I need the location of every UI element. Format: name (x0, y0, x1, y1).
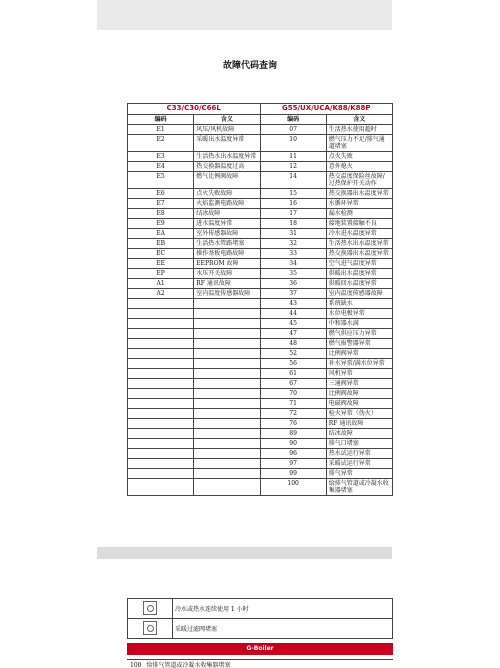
cell-meaning-left: 室外传感器故障 (194, 229, 260, 239)
fault-code-table (127, 103, 393, 496)
table-row (128, 279, 393, 289)
table-row (128, 379, 393, 389)
cell-meaning-right: 热水试运行异常 (326, 449, 392, 459)
cell-meaning-left: 风压/风机故障 (194, 125, 260, 135)
table-row (128, 309, 393, 319)
model-header-right: G55/UX/UCA/K88/K88P (260, 104, 393, 115)
faucet-icon (143, 601, 157, 615)
cell-code-right: 36 (260, 279, 326, 289)
row-icon-cell (128, 599, 173, 619)
viewer-top-bar (97, 0, 392, 30)
cell-code-right: 18 (260, 219, 326, 229)
cell-code-left (128, 339, 194, 349)
cell-code-right: 33 (260, 249, 326, 259)
table-row (128, 449, 393, 459)
cell-meaning-left (194, 309, 260, 319)
cell-code-left: EA (128, 229, 194, 239)
cell-meaning-left (194, 359, 260, 369)
cell-code-right: 61 (260, 369, 326, 379)
table-row (128, 289, 393, 299)
cell-code-left: E3 (128, 152, 194, 162)
cell-code-right: 99 (260, 469, 326, 479)
cell-meaning-right: 排气口堵塞 (326, 439, 392, 449)
table-row (128, 259, 393, 269)
cell-meaning-right: 意外熄火 (326, 162, 392, 172)
table-row (128, 209, 393, 219)
cell-meaning-right: 热交换器出水温度异常 (326, 249, 392, 259)
cell-meaning-right: 供暖回水温度异常 (326, 279, 392, 289)
cell-code-left (128, 419, 194, 429)
table-row (128, 389, 393, 399)
cell-code-left (128, 349, 194, 359)
cell-meaning-right: 燃气压力不足/排气通道堵塞 (326, 135, 392, 152)
row-icon-cell (128, 619, 173, 639)
cell-code-left (128, 299, 194, 309)
cell-code-left: E5 (128, 172, 194, 189)
cell-code-right: 76 (260, 419, 326, 429)
table-row (128, 439, 393, 449)
table-row (128, 399, 393, 409)
cell-meaning-right: 风机异常 (326, 369, 392, 379)
cell-code-right: 15 (260, 189, 326, 199)
table-row (128, 459, 393, 469)
cell-code-left (128, 329, 194, 339)
cell-meaning-left: 水压开关故障 (194, 269, 260, 279)
cell-code-right: 37 (260, 289, 326, 299)
table-row (128, 172, 393, 189)
page-title: 故障代码查询 (222, 61, 277, 71)
cell-code-right: 45 (260, 319, 326, 329)
cell-meaning-right: 室内温度传感器故障 (326, 289, 392, 299)
cell-meaning-left (194, 459, 260, 469)
cell-code-left: EC (128, 249, 194, 259)
table-row (128, 359, 393, 369)
cell-meaning-right: 燃气报警器异常 (326, 339, 392, 349)
cell-meaning-right: 比例阀异常 (326, 349, 392, 359)
cell-code-right: 71 (260, 399, 326, 409)
cell-meaning-right: 燃气供应压力异常 (326, 329, 392, 339)
cell-meaning-left: RF 通讯故障 (194, 279, 260, 289)
cell-code-right: 97 (260, 459, 326, 469)
cell-code-left (128, 369, 194, 379)
cell-code-right: 16 (260, 199, 326, 209)
table-row (128, 469, 393, 479)
cell-code-right: 11 (260, 152, 326, 162)
cell-meaning-right: 采暖试运行异常 (326, 459, 392, 469)
filter-icon (143, 621, 157, 635)
cell-meaning-left: 进水温度异常 (194, 219, 260, 229)
cell-meaning-right: 接地装置接触不良 (326, 219, 392, 229)
table-row (128, 329, 393, 339)
cell-meaning-left: 结冰故障 (194, 209, 260, 219)
cell-meaning-left (194, 409, 260, 419)
cell-code-left (128, 309, 194, 319)
cell-code-left (128, 439, 194, 449)
cell-meaning-right: 冷水进水温度异常 (326, 229, 392, 239)
table-row (128, 299, 393, 309)
usage-table (127, 598, 393, 639)
cell-code-left (128, 389, 194, 399)
table-row (128, 152, 393, 162)
cell-code-right: 35 (260, 269, 326, 279)
cell-code-left: E2 (128, 135, 194, 152)
cell-meaning-left: 操作基板电路故障 (194, 249, 260, 259)
table-row (128, 249, 393, 259)
cell-code-left (128, 469, 194, 479)
cell-code-right: 47 (260, 329, 326, 339)
cell-meaning-right: 补水异常/满水位异常 (326, 359, 392, 369)
cell-code-right: 17 (260, 209, 326, 219)
table-row (128, 429, 393, 439)
row-text: 冷水或热水连续使用 1 小时 (173, 599, 393, 619)
cell-meaning-right: 热交温度保险丝故障/过热保护开关动作 (326, 172, 392, 189)
cell-meaning-left (194, 319, 260, 329)
cell-meaning-right: 热交换器出水温度异常 (326, 189, 392, 199)
table-row (128, 369, 393, 379)
cell-meaning-left: EEPROM 故障 (194, 259, 260, 269)
row-text: 采暖过滤网堵塞 (173, 619, 393, 639)
cell-meaning-left (194, 369, 260, 379)
model-header-left: C33/C30/C66L (128, 104, 261, 115)
cell-code-left (128, 379, 194, 389)
cell-meaning-right: 结冰故障 (326, 429, 392, 439)
cell-meaning-right: 空气进气温度异常 (326, 259, 392, 269)
cell-code-left (128, 359, 194, 369)
cell-code-left: E1 (128, 125, 194, 135)
cell-meaning-right: 生活热水出水温度异常 (326, 239, 392, 249)
cell-code-left (128, 449, 194, 459)
cell-code-left: A2 (128, 289, 194, 299)
table-row (128, 479, 393, 496)
cell-meaning-left: 热交换器温度过高 (194, 162, 260, 172)
cell-meaning-right: 给排气管道或冷凝水收集器堵塞 (326, 479, 392, 496)
cell-meaning-left (194, 449, 260, 459)
cell-code-right: 12 (260, 162, 326, 172)
cell-meaning-left (194, 299, 260, 309)
cell-meaning-right: 中和器水满 (326, 319, 392, 329)
table-row (128, 269, 393, 279)
cell-code-left: E8 (128, 209, 194, 219)
cell-code-right: 07 (260, 125, 326, 135)
cell-meaning-left: 生活热水管路堵塞 (194, 239, 260, 249)
cell-code-right: 90 (260, 439, 326, 449)
cell-code-right: 43 (260, 299, 326, 309)
table-row (128, 125, 393, 135)
cell-meaning-right: 排气异常 (326, 469, 392, 479)
cell-meaning-right: 漏水检测 (326, 209, 392, 219)
cut-row-text: 给排气管道或冷凝水收集器堵塞 (146, 662, 231, 668)
table-row (128, 319, 393, 329)
cell-code-right: 48 (260, 339, 326, 349)
cell-meaning-left (194, 399, 260, 409)
cell-meaning-left (194, 479, 260, 496)
cell-code-left: E7 (128, 199, 194, 209)
table-row (128, 599, 393, 619)
cell-code-left (128, 399, 194, 409)
cell-code-left: E9 (128, 219, 194, 229)
cell-meaning-right: 比例阀故障 (326, 389, 392, 399)
column-header-code-left: 编码 (128, 115, 194, 125)
table-row (128, 135, 393, 152)
cell-meaning-right: 系统缺水 (326, 299, 392, 309)
column-header-code-right: 编码 (260, 115, 326, 125)
cell-meaning-right: RF 通讯故障 (326, 419, 392, 429)
cell-code-left: EB (128, 239, 194, 249)
cell-code-left: A1 (128, 279, 194, 289)
cell-meaning-left (194, 419, 260, 429)
table-row (128, 339, 393, 349)
cell-meaning-left: 采暖出水温度异常 (194, 135, 260, 152)
cell-meaning-right: 水位电极异常 (326, 309, 392, 319)
cell-meaning-left (194, 329, 260, 339)
cell-meaning-left: 室内温度传感器故障 (194, 289, 260, 299)
cell-code-left: E4 (128, 162, 194, 172)
cell-code-right: 31 (260, 229, 326, 239)
cut-row-code: 100 (130, 662, 142, 668)
cell-meaning-left (194, 339, 260, 349)
cell-code-left (128, 319, 194, 329)
table-row (128, 189, 393, 199)
cell-code-right: 52 (260, 349, 326, 359)
table-row (128, 239, 393, 249)
cell-code-right: 72 (260, 409, 326, 419)
table-row (128, 419, 393, 429)
table-row (128, 219, 393, 229)
column-header-meaning-left: 含义 (194, 115, 260, 125)
cell-code-left (128, 429, 194, 439)
cell-code-right: 100 (260, 479, 326, 496)
cell-meaning-right: 三通阀异常 (326, 379, 392, 389)
cell-code-right: 32 (260, 239, 326, 249)
cell-meaning-left (194, 439, 260, 449)
cell-meaning-right: 点火失败 (326, 152, 392, 162)
table-row (128, 162, 393, 172)
cell-meaning-left: 火焰监测电路故障 (194, 199, 260, 209)
cell-meaning-right: 检火异常（伪火） (326, 409, 392, 419)
table-row (128, 619, 393, 639)
table-row (128, 199, 393, 209)
cell-code-right: 44 (260, 309, 326, 319)
cell-code-right: 34 (260, 259, 326, 269)
table-row (128, 409, 393, 419)
table-row (128, 229, 393, 239)
cell-code-right: 96 (260, 449, 326, 459)
cell-meaning-left (194, 379, 260, 389)
cell-code-left (128, 409, 194, 419)
cell-meaning-left: 燃气比例阀故障 (194, 172, 260, 189)
page-separator (97, 547, 392, 559)
cell-meaning-left (194, 469, 260, 479)
cell-code-right: 67 (260, 379, 326, 389)
cell-meaning-right: 电磁阀故障 (326, 399, 392, 409)
cell-meaning-left (194, 389, 260, 399)
cell-code-left (128, 479, 194, 496)
g-boiler-banner: G-Boiler (127, 643, 393, 655)
column-header-meaning-right: 含义 (326, 115, 392, 125)
cell-code-left: EE (128, 259, 194, 269)
cell-code-right: 10 (260, 135, 326, 152)
cell-code-right: 14 (260, 172, 326, 189)
cell-meaning-right: 生活热水使用超时 (326, 125, 392, 135)
cell-meaning-right: 水循环异常 (326, 199, 392, 209)
cell-code-left (128, 459, 194, 469)
cell-code-left: EP (128, 269, 194, 279)
cell-meaning-left: 生活热水出水温度异常 (194, 152, 260, 162)
cell-code-right: 70 (260, 389, 326, 399)
cell-code-right: 56 (260, 359, 326, 369)
fault-code-rows (128, 125, 393, 496)
cell-code-left: E6 (128, 189, 194, 199)
cell-code-right: 89 (260, 429, 326, 439)
cell-meaning-right: 供暖出水温度异常 (326, 269, 392, 279)
cell-meaning-left (194, 429, 260, 439)
cell-meaning-left (194, 349, 260, 359)
table-row (128, 349, 393, 359)
cell-meaning-left: 点火失败故障 (194, 189, 260, 199)
